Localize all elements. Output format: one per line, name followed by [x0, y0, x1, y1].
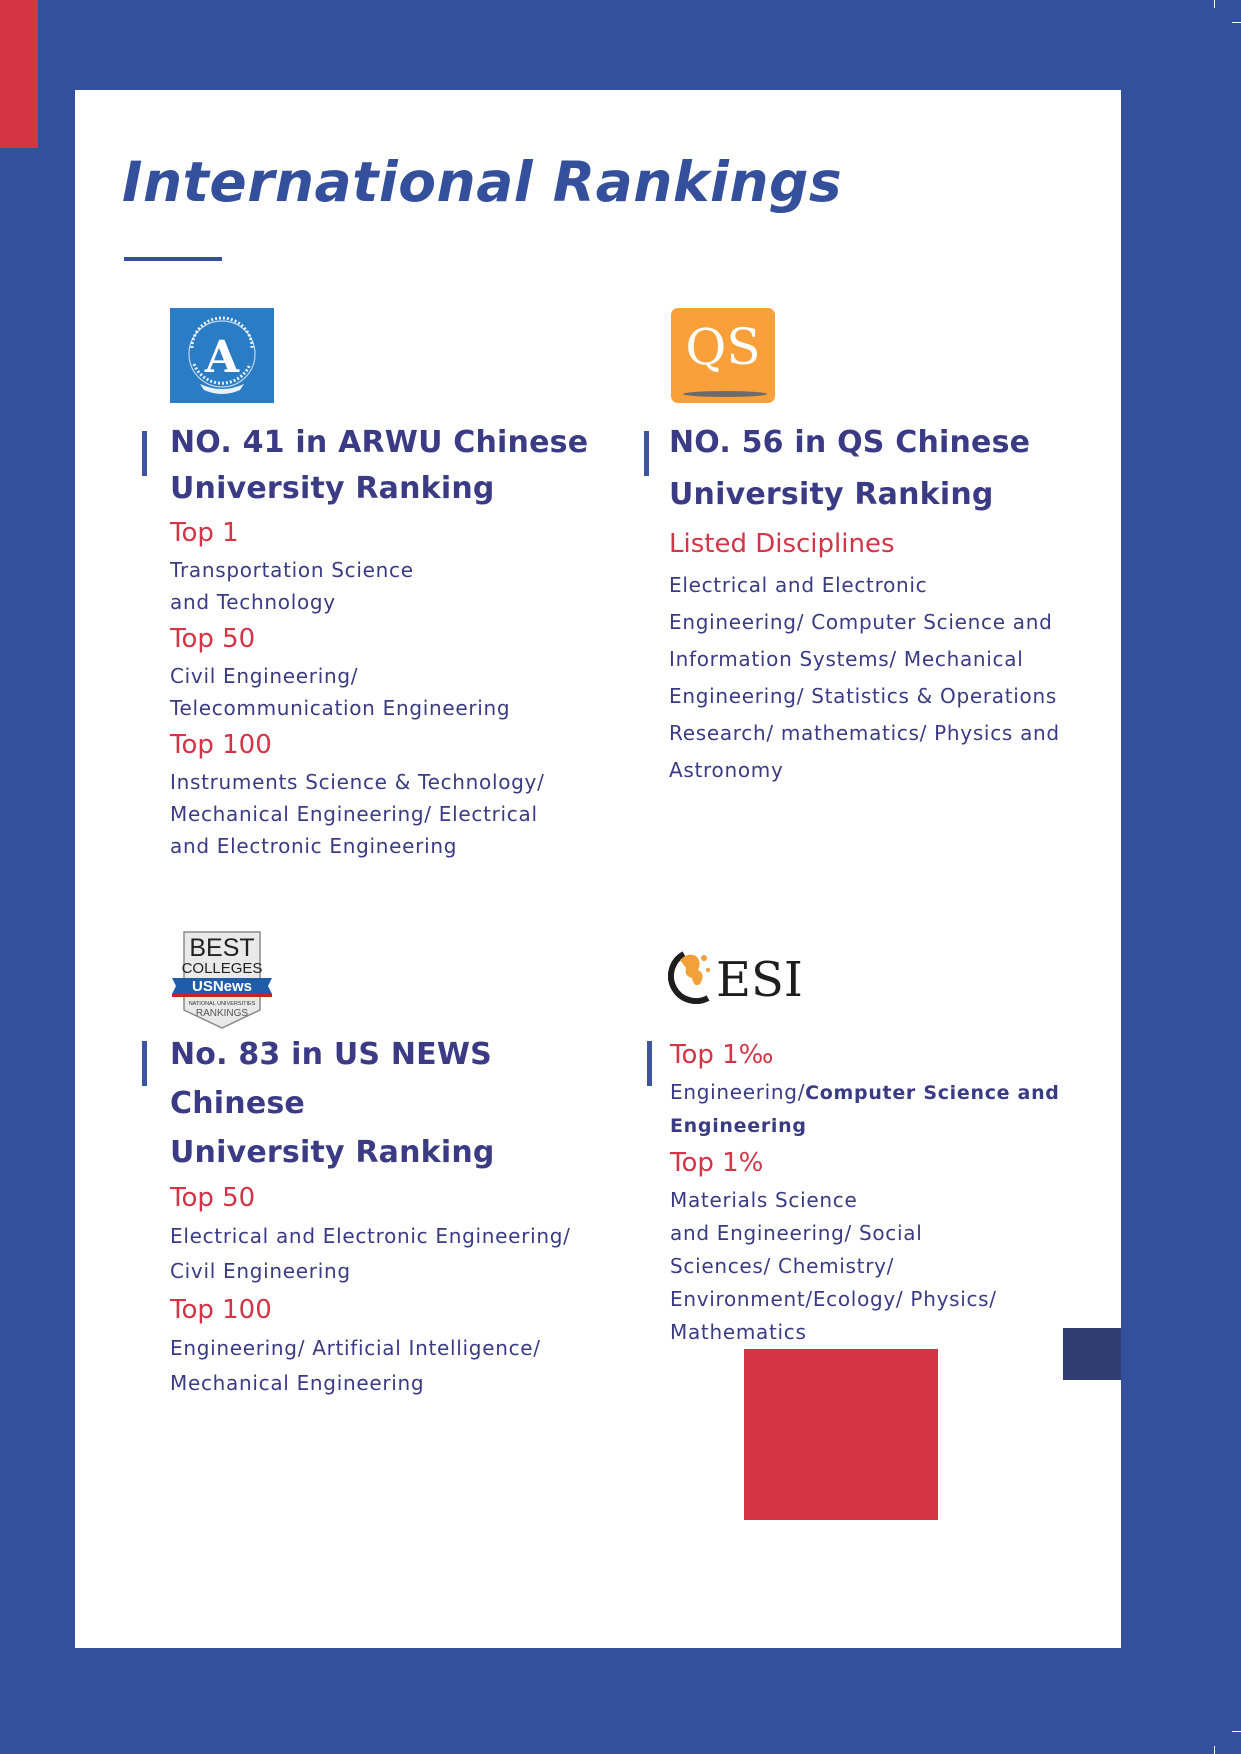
- corner-red-tab: [0, 0, 38, 148]
- esi-top1pct-line1: Materials Science: [670, 1188, 858, 1212]
- qs-heading-line2: University Ranking: [669, 477, 994, 512]
- esi-top1permille-line1-normal: Engineering/: [670, 1080, 806, 1104]
- arwu-top100-label: Top 100: [170, 730, 272, 760]
- esi-block: [670, 1034, 1115, 1349]
- qs-logo-icon: [671, 308, 775, 403]
- arwu-top50-line2: Telecommunication Engineering: [170, 696, 511, 720]
- usnews-top50-line1: Electrical and Electronic Engineering/: [170, 1224, 571, 1248]
- arwu-top1-line2: and Technology: [170, 590, 336, 614]
- esi-top1pct-line5: Mathematics: [670, 1320, 807, 1344]
- page-title: International Rankings: [122, 150, 843, 214]
- usnews-logo-colleges: COLLEGES: [181, 960, 263, 977]
- qs-line1: Electrical and Electronic: [669, 573, 928, 597]
- usnews-top100-line1: Engineering/ Artificial Intelligence/: [170, 1336, 541, 1360]
- usnews-logo: [172, 930, 272, 1030]
- crop-mark-bottom: [1214, 1746, 1215, 1754]
- usnews-heading-line1: No. 83 in US NEWS Chinese: [170, 1037, 492, 1121]
- arwu-top100-line1: Instruments Science & Technology/: [170, 770, 545, 794]
- qs-section-bar: [644, 431, 649, 476]
- usnews-heading-line2: University Ranking: [170, 1135, 495, 1170]
- arwu-heading-line1: NO. 41 in ARWU Chinese: [170, 425, 589, 460]
- qs-line6: Astronomy: [669, 758, 784, 782]
- esi-top1permille-label: Top 1‰: [670, 1040, 774, 1070]
- qs-line5: Research/ mathematics/ Physics and: [669, 721, 1060, 745]
- decorative-red-square: [744, 1349, 938, 1520]
- esi-top1permille-line1: [670, 1076, 1115, 1109]
- esi-top1pct-line2: and Engineering/ Social: [670, 1221, 923, 1245]
- usnews-logo-best: BEST: [189, 934, 255, 962]
- usnews-logo-national: NATIONAL UNIVERSITIES: [188, 1001, 256, 1007]
- qs-line3: Information Systems/ Mechanical: [669, 647, 1024, 671]
- arwu-top100-line3: and Electronic Engineering: [170, 834, 458, 858]
- arwu-section-bar: [142, 431, 147, 476]
- usnews-top100-label: Top 100: [170, 1295, 272, 1325]
- arwu-top50-label: Top 50: [170, 624, 256, 654]
- usnews-logo-brand: USNews: [191, 978, 253, 995]
- esi-top1pct-label: Top 1%: [670, 1148, 764, 1178]
- esi-top1pct-line3: Sciences/ Chemistry/: [670, 1254, 895, 1278]
- qs-heading-line1: NO. 56 in QS Chinese: [669, 425, 1031, 460]
- arwu-top100-line2: Mechanical Engineering/ Electrical: [170, 802, 538, 826]
- esi-section-bar: [647, 1041, 652, 1086]
- usnews-section-bar: [142, 1041, 147, 1086]
- ranking-page: [75, 90, 1121, 1648]
- arwu-logo-icon: [170, 308, 274, 403]
- arwu-logo-letter: A: [204, 332, 240, 383]
- decorative-navy-block: [1063, 1328, 1121, 1380]
- qs-line4: Engineering/ Statistics & Operations: [669, 684, 1057, 708]
- usnews-block: [170, 1030, 610, 1401]
- qs-logo: [671, 308, 775, 403]
- esi-top1permille-line1-bold: Computer Science and: [805, 1082, 1060, 1104]
- usnews-top100-line2: Mechanical Engineering: [170, 1371, 425, 1395]
- crop-mark-top-h: [1232, 22, 1241, 23]
- arwu-logo: [170, 308, 274, 403]
- esi-top1pct-line4: Environment/Ecology/ Physics/: [670, 1287, 997, 1311]
- esi-top1permille-line2-bold: Engineering: [670, 1115, 807, 1137]
- qs-listed-label: Listed Disciplines: [669, 529, 895, 559]
- esi-logo: [668, 948, 813, 1004]
- crop-mark-top: [1214, 0, 1215, 8]
- arwu-heading-line2: University Ranking: [170, 471, 495, 506]
- usnews-logo-icon: [172, 930, 272, 1030]
- qs-line2: Engineering/ Computer Science and: [669, 610, 1053, 634]
- usnews-top50-label: Top 50: [170, 1183, 256, 1213]
- crop-mark-bottom-h: [1232, 1731, 1241, 1732]
- usnews-top50-line2: Civil Engineering: [170, 1259, 351, 1283]
- esi-logo-text: ESI: [716, 952, 803, 1004]
- qs-logo-text: QS: [685, 318, 761, 376]
- usnews-logo-rankings: RANKINGS: [195, 1008, 249, 1019]
- arwu-block: [170, 420, 610, 862]
- arwu-top1-line1: Transportation Science: [170, 558, 414, 582]
- esi-globe-icon: [668, 948, 813, 1004]
- title-underline: [124, 257, 222, 261]
- esi-top1permille-line2: [670, 1109, 1115, 1142]
- qs-block: [669, 417, 1109, 789]
- arwu-top50-line1: Civil Engineering/: [170, 664, 359, 688]
- arwu-top1-label: Top 1: [170, 518, 239, 548]
